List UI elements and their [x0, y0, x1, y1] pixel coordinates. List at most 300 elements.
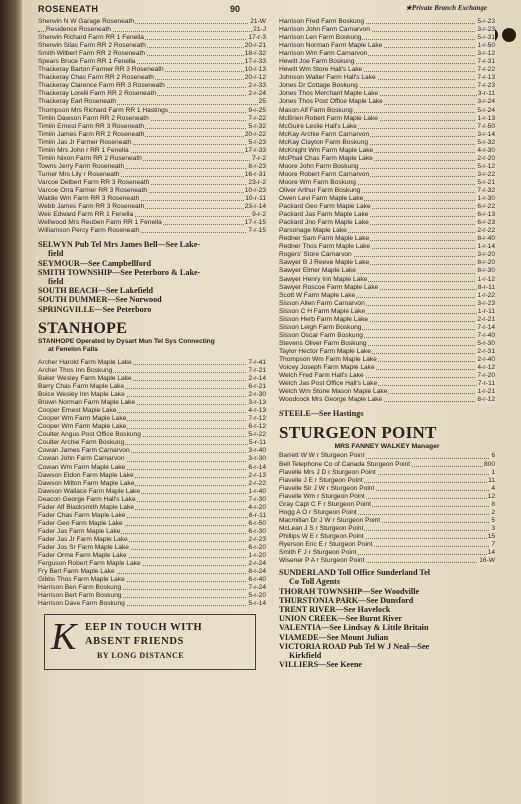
listing-name: Johnson Walter Farm Hall's Lake: [279, 74, 376, 82]
listing-row: [279, 308, 495, 316]
listing-number: 1-r-50: [477, 42, 495, 50]
listing-row: [38, 439, 266, 447]
listing-number: 3-r-13: [248, 399, 266, 407]
listing-number: 17-r-33: [244, 58, 266, 66]
listing-name: Welch Wm Stone Mason Maple Lake: [279, 388, 388, 396]
cross-reference: [279, 614, 495, 623]
listing-name: Thompson Mrs Richard Farm RR 1 Hastings: [38, 106, 169, 114]
listing-name: Cowan James Farm Carnarvon: [38, 447, 130, 455]
listing-row: [38, 219, 266, 227]
listing-number: 6-r-23: [477, 219, 495, 227]
listing-row: [38, 359, 266, 367]
listing-number: 8-r-23: [248, 162, 266, 170]
listing-name: Bell Telephone Co of Canada Sturgeon Point: [279, 460, 411, 468]
cross-reference: [279, 623, 495, 632]
listing-name: Taylor Hector Farm Maple Lake: [279, 347, 371, 355]
listing-name: Sherwin N W Garage Roseneath: [38, 18, 135, 25]
listing-row: [279, 243, 495, 251]
listing-number: 2-r-22: [477, 227, 495, 235]
listing-number: 16-W: [479, 557, 495, 565]
listing-number: 6-r-50: [248, 519, 266, 527]
header-legend: ★Private Branch Exchange: [405, 4, 487, 12]
listing-row: [279, 348, 495, 356]
listing-row: [279, 42, 495, 50]
listing-row: [279, 219, 495, 227]
listing-row: [38, 50, 266, 58]
listing-name: Archer Thos Inn Boskung: [38, 366, 113, 374]
listing-name: Sisson Leigh Farm Boskung: [279, 323, 362, 331]
listing-row: [38, 584, 266, 592]
listing-name: Stevens Oliver Farm Boskung: [279, 339, 367, 347]
listing-row: [279, 90, 495, 98]
listing-row: [38, 58, 266, 66]
listing-number: 5-r-30: [477, 339, 495, 347]
listing-row: [279, 485, 495, 493]
listing-name: Dawson Eldon Farm Maple Lake: [38, 471, 134, 479]
listing-name: McKay Archie Farm Carnarvon: [279, 130, 370, 138]
listing-number: 5-r-24: [477, 106, 495, 114]
cross-reference: [279, 642, 495, 660]
listing-row: [38, 447, 266, 455]
listing-number: 1-r-22: [477, 291, 495, 299]
cross-reference-text: SUNDERLAND Toll Office Sunderland Tel: [279, 568, 431, 578]
listing-number: 4-r-13: [248, 407, 266, 415]
listing-number: 5-r-21: [477, 178, 495, 186]
listing-name: Fader Chas Farm Maple Lake: [38, 511, 126, 519]
ad-line-1: EEP IN TOUCH WITH: [85, 622, 203, 634]
listing-name: Moore Robert Farm Carnarvon: [279, 170, 370, 178]
listing-name: Varcoe Orra Farmer RR 3 Roseneath: [38, 186, 148, 194]
listing-name: Thackeray Chas Farm RR 2 Roseneath: [38, 74, 154, 82]
listing-number: 20-r-12: [244, 74, 266, 82]
listing-row: [38, 488, 266, 496]
listing-row: [279, 139, 495, 147]
cross-reference: [279, 605, 495, 614]
listing-row: [279, 284, 495, 292]
listing-row: [279, 396, 495, 404]
listing-name: Harrison Bert Farm Boskung: [38, 592, 122, 600]
listing-name: Parsonage Maple Lake: [279, 227, 347, 235]
header-place: ROSENEATH: [38, 4, 99, 14]
listing-row: [279, 203, 495, 211]
listing-row: [279, 179, 495, 187]
listing-name: Ryerson Eric E r Sturgeon Point: [279, 540, 373, 548]
listing-number: 6-r-20: [248, 543, 266, 551]
cross-reference-text: SOUTH DUMMER—See Norwood: [38, 295, 162, 305]
listing-name: Redner Sam Farm Maple Lake: [279, 235, 370, 243]
listing-name: Williamson Percy Farm Roseneath: [38, 227, 140, 235]
listing-row: [279, 155, 495, 163]
listing-name: Moore Wm Farm Boskung: [279, 178, 356, 186]
listing-name: Jones Thos Post Office Maple Lake: [279, 98, 383, 106]
listing-row: [38, 391, 266, 399]
listing-row: [38, 26, 266, 34]
listing-row: [279, 171, 495, 179]
listing-number: 8: [491, 500, 495, 508]
listing-number: 5: [491, 516, 495, 524]
listing-number: 1-r-30: [477, 195, 495, 203]
listing-number: 6-r-30: [248, 527, 266, 535]
listing-number: 5-r-14: [248, 600, 266, 608]
cross-reference-text: TRENT RIVER—See Havelock: [279, 604, 391, 614]
listing-row: [38, 552, 266, 560]
listing-row: [38, 415, 266, 423]
cross-reference-list: [38, 240, 266, 314]
listing-name: Phillips W E r Sturgeon Point: [279, 532, 364, 540]
right-column: [279, 18, 495, 669]
listing-name: Harrison Dave Farm Boskung: [38, 600, 125, 608]
listing-number: 7-r-23: [477, 82, 495, 90]
listing-row: [38, 98, 266, 106]
listing-number: 10-r-23: [244, 186, 266, 194]
cross-reference-text: SEYMOUR—See Campbellford: [38, 258, 152, 268]
listing-name: Harrison John Farm Carnarvon: [279, 26, 370, 34]
listing-name: Mason Alf Farm Boskung: [279, 106, 353, 114]
listing-row: [38, 203, 266, 211]
listing-number: 3-r-40: [248, 447, 266, 455]
listing-number: 8-r-24: [248, 568, 266, 576]
cross-reference-cont: field: [48, 249, 64, 259]
listing-name: Thackeray Earl Roseneath: [38, 98, 117, 106]
listing-row: [38, 496, 266, 504]
cross-reference-cont: Kirkfield: [289, 650, 322, 660]
listing-name: Moore John Farm Boskung: [279, 162, 359, 170]
listing-name: Boice Wesley Inn Maple Lake: [38, 391, 125, 399]
cross-reference-text: SPRINGVILLE—See Peterboro: [38, 304, 152, 314]
binder-hole: [502, 28, 516, 42]
cross-reference-text: VIAMEDE—See Mount Julian: [279, 632, 389, 642]
listing-number: 1-r-13: [477, 114, 495, 122]
cross-reference-text: SMITH TOWNSHIP—See Peterboro & Lake-: [38, 267, 201, 277]
sturgeon-point-manager: MRS FANNEY WALKEY Manager: [334, 443, 440, 451]
listing-number: 2-r-30: [248, 391, 266, 399]
listing-name: Flavelle Sir J W r Sturgeon Point: [279, 484, 375, 492]
listing-name: Scott W Farm Maple Lake: [279, 291, 356, 299]
listing-row: [38, 464, 266, 472]
listing-name: Woodcock Mrs George Maple Lake: [279, 396, 383, 404]
listing-row: [279, 163, 495, 171]
listing-row: [279, 227, 495, 235]
listing-number: 5-r-11: [248, 439, 266, 447]
listing-row: [38, 187, 266, 195]
cross-reference: [38, 295, 266, 304]
listing-row: [38, 155, 266, 163]
listing-row: [279, 147, 495, 155]
listing-number: 6-r-21: [248, 383, 266, 391]
listing-number: 2-r-31: [477, 347, 495, 355]
listing-name: Sisson Herb Farm Maple Lake: [279, 315, 369, 323]
listing-name: Cooper Ernest Maple Lake: [38, 407, 117, 415]
listing-row: [279, 461, 495, 469]
listing-name: McPhail Chas Farm Maple Lake: [279, 154, 373, 162]
cross-reference: [38, 259, 266, 268]
listing-name: Hewitt Joe Farm Boskung: [279, 58, 355, 66]
listing-number: 4-r-12: [477, 364, 495, 372]
listing-row: [38, 512, 266, 520]
listing-number: 7-r-22: [477, 66, 495, 74]
listing-row: [279, 501, 495, 509]
listing-row: [279, 115, 495, 123]
listing-number: 7-r-50: [477, 122, 495, 130]
listing-name: Fader Orme Farm Maple Lake: [38, 552, 127, 560]
listing-row: [38, 399, 266, 407]
listing-name: Cooper Wm Farm Maple Lake: [38, 423, 127, 431]
listing-number: 1-r-20: [248, 552, 266, 560]
listing-row: [279, 98, 495, 106]
listing-name: Timlin Jas Jr Farmer Roseneath: [38, 138, 132, 146]
directory-page: [22, 0, 521, 804]
listing-row: [38, 367, 266, 375]
listing-number: 3-r-11: [477, 90, 495, 98]
listing-number: 7-r-41: [248, 358, 266, 366]
listing-row: [38, 171, 266, 179]
listing-name: Cowan John Farm Carnarvon: [38, 455, 125, 463]
listing-name: Smith Wilbert Farm RR 2 Roseneath: [38, 50, 145, 58]
listing-name: Deacon George Farm Hall's Lake: [38, 495, 136, 503]
listing-number: 1-r-21: [477, 388, 495, 396]
listing-name: Sawyer B J Reeve Maple Lake: [279, 259, 370, 267]
roseneath-listings: [38, 18, 266, 235]
listing-number: 5-r-23: [477, 18, 495, 25]
left-column: [38, 18, 266, 670]
listing-number: 6-r-40: [248, 576, 266, 584]
listing-number: 5-r-32: [248, 122, 266, 130]
listing-number: 2-r-23: [248, 535, 266, 543]
cross-reference: [279, 633, 495, 642]
listing-number: 12: [487, 492, 495, 500]
listing-number: 7-r-12: [248, 415, 266, 423]
listing-number: 5-r-31: [477, 34, 495, 42]
listing-name: Jones Dr Cottage Boskung: [279, 82, 358, 90]
listing-number: 7-r-13: [477, 74, 495, 82]
listing-row: [38, 528, 266, 536]
cross-reference-text: THURSTONIA PARK—See Dunsford: [279, 595, 414, 605]
listing-row: [38, 431, 266, 439]
listing-name: Wisener P A r Sturgeon Point: [279, 557, 365, 565]
ad-initial: K: [51, 616, 77, 659]
listing-name: Baker Wesley Farm Maple Lake: [38, 374, 132, 382]
listing-row: [38, 536, 266, 544]
listing-row: [279, 123, 495, 131]
listing-name: Barry Chas Farm Maple Lake: [38, 383, 125, 391]
listing-number: 7-r-14: [477, 323, 495, 331]
listing-row: [279, 74, 495, 82]
listing-row: [279, 517, 495, 525]
stanhope-listings-cont: [279, 18, 495, 404]
listing-number: 2: [491, 508, 495, 516]
listing-row: [38, 568, 266, 576]
listing-row: [38, 455, 266, 463]
listing-row: [38, 82, 266, 90]
listing-row: [279, 211, 495, 219]
listing-name: Webb James Farm RR 3 Roseneath: [38, 203, 145, 211]
listing-row: [38, 115, 266, 123]
listing-name: Wellwood Mrs Reuben Farm RR 1 Fenella: [38, 219, 162, 227]
listing-name: Sherwin Silas Farm RR 2 Roseneath: [38, 42, 146, 50]
listing-row: [279, 259, 495, 267]
listing-number: 20-r-22: [244, 130, 266, 138]
listing-name: Timlin Mrs John r RR 1 Fenella: [38, 146, 129, 154]
listing-row: [279, 372, 495, 380]
listing-name: Sisson Allen Farm Carnarvon: [279, 299, 365, 307]
listing-number: 7: [491, 540, 495, 548]
listing-name: Welch Fred Farm Hall's Lake: [279, 372, 364, 380]
listing-name: Flavelle Mrs J D r Sturgeon Point: [279, 468, 376, 476]
cross-reference: [279, 660, 495, 669]
listing-row: [279, 34, 495, 42]
cross-reference-text: SOUTH BEACH—See Lakefield: [38, 286, 154, 296]
listing-number: 7-r-11: [477, 380, 495, 388]
listing-number: 21-J: [253, 26, 266, 34]
cross-reference-text: UNION CREEK—See Burnt River: [279, 614, 403, 624]
listing-name: Ferguson Robert Farm Maple Lake: [38, 560, 141, 568]
cross-reference-cont: Co Toll Agents: [289, 577, 340, 587]
listing-row: [279, 364, 495, 372]
listing-row: [279, 549, 495, 557]
listing-number: 7-r-21: [248, 366, 266, 374]
listing-row: [279, 380, 495, 388]
ad-line-3: BY LONG DISTANCE: [97, 651, 185, 661]
listing-name: Gibbs Thos Farm Maple Lake: [38, 576, 125, 584]
listing-name: Sawyer Elmer Maple Lake: [279, 267, 356, 275]
listing-number: 2-r-24: [248, 560, 266, 568]
listing-name: Hewitt Wm Store Hall's Lake: [279, 66, 363, 74]
listing-row: [38, 66, 266, 74]
listing-name: Fader Jas Farm Maple Lake: [38, 527, 121, 535]
listing-name: Residence Roseneath: [46, 26, 111, 34]
listing-name: Sawyer Henry Inn Maple Lake: [279, 275, 368, 283]
listing-number: 5-r-23: [248, 138, 266, 146]
cross-reference: [279, 568, 495, 586]
listing-number: 7-r-20: [477, 372, 495, 380]
listing-number: 8-r-11: [477, 283, 495, 291]
listing-name: Archer Harold Farm Maple Lake: [38, 358, 132, 366]
listing-row: [279, 324, 495, 332]
listing-number: 10-r-11: [245, 195, 266, 203]
listing-name: Thompson Wm Farm Maple Lake: [279, 355, 377, 363]
listing-number: 3: [491, 524, 495, 532]
listing-number: 3-r-12: [477, 50, 495, 58]
listing-number: 6-r-12: [248, 423, 266, 431]
listing-name: Cooper Wm Farm Maple Lake: [38, 415, 127, 423]
listing-number: 25: [258, 98, 266, 106]
stanhope-heading: STANHOPE: [38, 319, 128, 337]
listing-number: 21-W: [250, 18, 266, 25]
listing-name: Packard Jas Farm Maple Lake: [279, 211, 369, 219]
listing-name: Harrison Fred Farm Boskung: [279, 18, 365, 25]
listing-row: [38, 131, 266, 139]
listing-name: Sisson Oscar Farm Boskung: [279, 331, 363, 339]
listing-name: Timlin Nixon Farm RR 2 Roseneath: [38, 154, 142, 162]
listing-name: McBrien Robert Farm Maple Lake: [279, 114, 378, 122]
listing-row: [38, 90, 266, 98]
listing-number: 2-r-22: [248, 479, 266, 487]
listing-number: 6-r-11: [248, 511, 266, 519]
stanhope-listings: [38, 359, 266, 608]
listing-name: McKay Clayton Farm Boskung: [279, 138, 369, 146]
listing-row: [279, 300, 495, 308]
listing-row: [279, 340, 495, 348]
page-binding-edge: [0, 0, 22, 804]
listing-name: Smith F J r Sturgeon Point: [279, 549, 357, 557]
long-distance-ad: [44, 614, 256, 670]
listing-row: [38, 211, 266, 219]
listing-number: 6-r-14: [248, 463, 266, 471]
listing-number: 7-r-31: [477, 58, 495, 66]
cross-reference: [38, 268, 266, 286]
listing-row: [38, 407, 266, 415]
listing-name: Coulter Angus Post Office Boskung: [38, 431, 141, 439]
listing-row: [279, 18, 495, 26]
listing-row: [38, 504, 266, 512]
listing-name: Jones Thos Merchant Maple Lake: [279, 90, 379, 98]
steele-cross-reference: STEELE—See Hastings: [279, 409, 364, 419]
listing-number: 9-r-25: [248, 106, 266, 114]
listing-name: Spears Bruce Farm RR 1 Fenella: [38, 58, 136, 66]
listing-number: 7-r-15: [248, 227, 266, 235]
listing-name: Harrison Len Farm Boskung: [279, 34, 362, 42]
listing-row: [38, 227, 266, 235]
listing-number: 3-r-20: [477, 251, 495, 259]
listing-name: Flavelle J E r Sturgeon Point: [279, 476, 363, 484]
listing-number: 2-r-33: [248, 82, 266, 90]
listing-row: [38, 18, 266, 26]
listing-row: [279, 131, 495, 139]
listing-row: [38, 179, 266, 187]
listing-name: Oliver Arthur Farm Boskung: [279, 186, 361, 194]
listing-row: [38, 383, 266, 391]
listing-number: 17-r-15: [244, 219, 266, 227]
listing-row: [38, 480, 266, 488]
listing-row: [279, 509, 495, 517]
cross-reference-text: SELWYN Pub Tel Mrs James Bell—See Lake-: [38, 240, 201, 250]
listing-number: 6-r-13: [477, 211, 495, 219]
listing-number: 3-r-23: [477, 299, 495, 307]
listing-number: 16-r-31: [244, 170, 266, 178]
listing-name: Timlin Dawson Farm RR 2 Roseneath: [38, 114, 149, 122]
listing-row: [279, 388, 495, 396]
listing-name: Welch Jas Post Office Hall's Lake: [279, 380, 378, 388]
listing-number: 2-r-24: [248, 90, 266, 98]
listing-row: [38, 74, 266, 82]
listing-number: 7-r-40: [477, 331, 495, 339]
listing-row: [279, 195, 495, 203]
listing-name: McKnight Wm Farm Maple Lake: [279, 146, 374, 154]
stanhope-note: STANHOPE Operated by Dysart Mun Tel Sys Connecting: [38, 337, 215, 345]
listing-row: [38, 139, 266, 147]
listing-row: [279, 82, 495, 90]
listing-row: [279, 66, 495, 74]
page-number: 90: [230, 4, 241, 14]
listing-name: Coulter Archie Farm Boskung: [38, 439, 125, 447]
listing-number: 7-r-22: [248, 114, 266, 122]
listing-name: Varcoe Delbert Farm RR 3 Roseneath: [38, 178, 150, 186]
listing-number: 17-r-3: [248, 34, 266, 42]
listing-number: 4-r-20: [248, 503, 266, 511]
listing-name: Dawson Milton Farm Maple Lake: [38, 479, 135, 487]
listing-number: 2-r-40: [477, 355, 495, 363]
listing-name: Timlin Ernest Farm RR 3 Roseneath: [38, 122, 145, 130]
listing-number: 7-r-30: [248, 495, 266, 503]
cross-reference: [38, 286, 266, 295]
listing-number: 14: [487, 549, 495, 557]
cross-reference-cont: field: [48, 277, 64, 287]
listing-row: [279, 525, 495, 533]
listing-name: Rogers' Store Carnarvon: [279, 251, 352, 259]
listing-name: Sisson C H Farm Maple Lake: [279, 307, 366, 315]
sturgeon-point-heading: STURGEON POINT: [279, 423, 437, 443]
listing-name: Harrison Wm Farm Carnarvon: [279, 50, 368, 58]
